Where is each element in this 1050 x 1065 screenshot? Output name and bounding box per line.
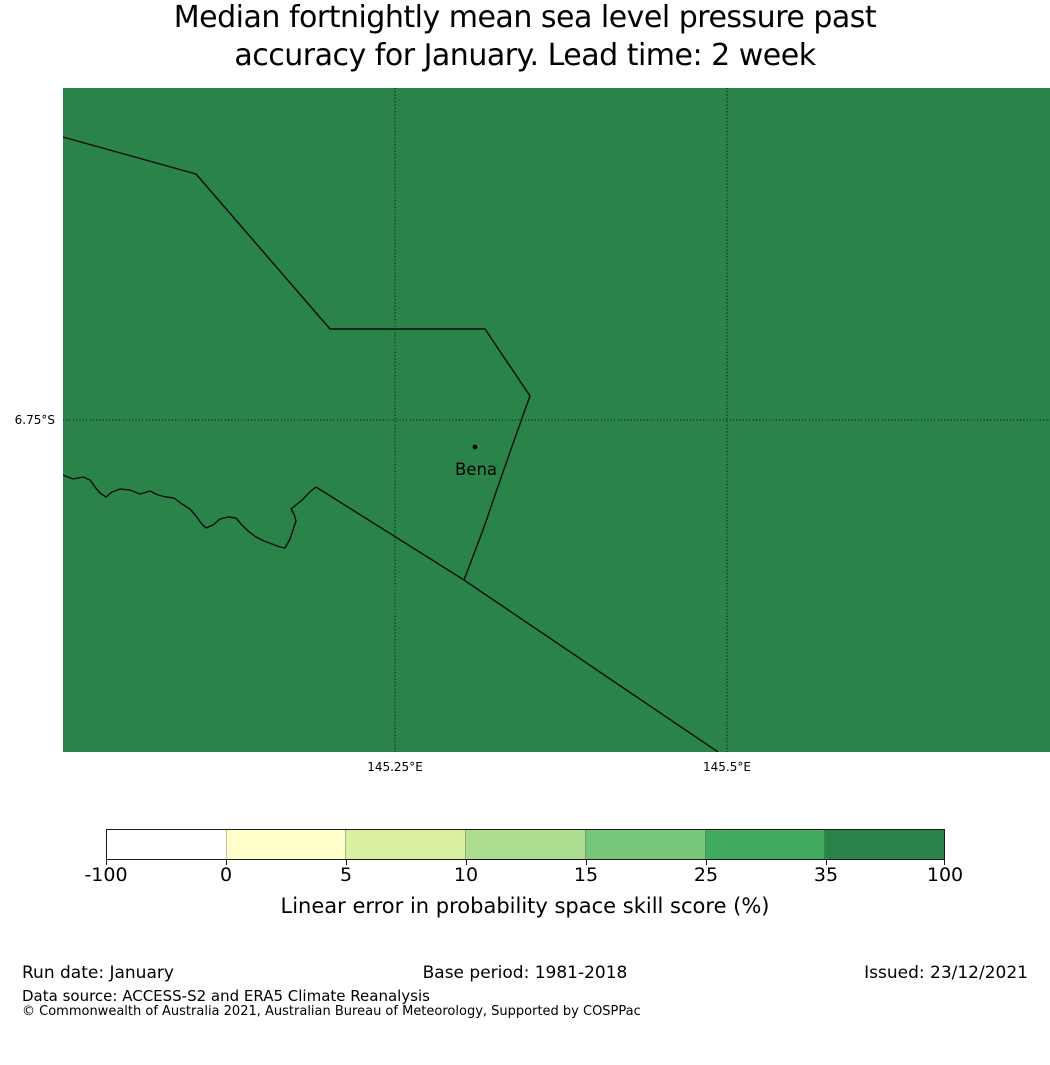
chart-title	[0, 0, 1050, 74]
colorbar	[106, 829, 945, 860]
colorbar-tick-label: -100	[84, 864, 128, 886]
chart-title-line-2: accuracy for January. Lead time: 2 week	[234, 37, 816, 73]
x-axis-tick-label-145-25e: 145.25°E	[367, 760, 423, 774]
colorbar-segment-4	[465, 830, 585, 859]
run-date-text: Run date: January	[22, 963, 174, 983]
map-area	[63, 88, 1050, 752]
copyright-text: © Commonwealth of Australia 2021, Australian Bureau of Meteorology, Supported by COSPPac	[22, 1004, 641, 1019]
base-period-text: Base period: 1981-2018	[422, 963, 628, 983]
colorbar-tick-label: 10	[453, 864, 479, 886]
bena-marker-dot	[473, 445, 478, 450]
map-overlay	[63, 88, 1050, 752]
boundary-line-north	[63, 137, 530, 580]
colorbar-tick-label: 35	[813, 864, 839, 886]
colorbar-tick-label: 100	[926, 864, 964, 886]
colorbar-segment-3	[345, 830, 465, 859]
colorbar-tick-label: 0	[219, 864, 233, 886]
colorbar-segment-7	[824, 830, 944, 859]
colorbar-tick-label: 15	[573, 864, 599, 886]
issued-text: Issued: 23/12/2021	[864, 963, 1028, 983]
place-label-bena: Bena	[454, 460, 498, 479]
data-source-text: Data source: ACCESS-S2 and ERA5 Climate Reanalysis	[22, 987, 430, 1005]
colorbar-segment-1	[107, 830, 226, 859]
colorbar-segment-5	[585, 830, 705, 859]
chart-title-line-1: Median fortnightly mean sea level pressure past	[173, 0, 877, 35]
colorbar-segment-2	[226, 830, 346, 859]
colorbar-tick-label: 25	[693, 864, 719, 886]
x-axis-tick-label-145-5e: 145.5°E	[703, 760, 751, 774]
boundary-line-south	[63, 475, 718, 752]
colorbar-segment-6	[705, 830, 825, 859]
colorbar-tick-label: 5	[339, 864, 353, 886]
y-axis-tick-label-6-75s: 6.75°S	[14, 413, 55, 427]
colorbar-caption: Linear error in probability space skill score (%)	[280, 894, 770, 918]
